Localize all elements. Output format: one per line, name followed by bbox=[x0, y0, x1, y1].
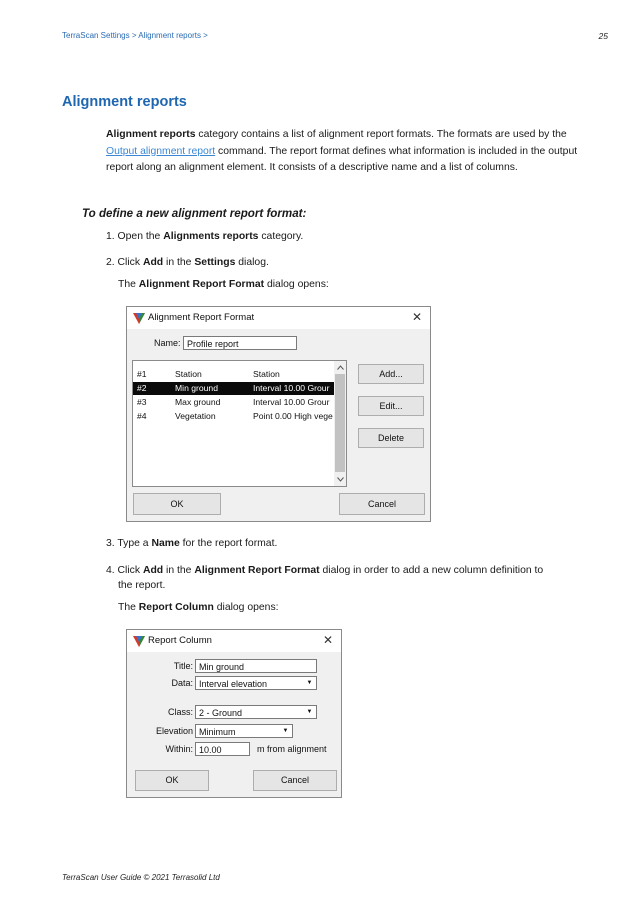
step-bold: Report Column bbox=[138, 602, 214, 613]
terrascan-logo-icon bbox=[133, 312, 145, 324]
title-label: Title: bbox=[173, 661, 193, 671]
step-bold: Add bbox=[142, 257, 164, 268]
row-id: #4 bbox=[137, 411, 147, 421]
step-text: for the report format. bbox=[179, 538, 278, 549]
step-text: 4. Click bbox=[106, 565, 143, 576]
row-data: Interval 10.00 Grour bbox=[253, 397, 330, 407]
step-1 bbox=[106, 229, 303, 244]
add-button[interactable]: Add... bbox=[358, 364, 424, 384]
row-title: Vegetation bbox=[175, 411, 216, 421]
elevation-select[interactable] bbox=[195, 724, 293, 738]
ok-button[interactable]: OK bbox=[135, 770, 209, 791]
step-2 bbox=[106, 255, 269, 270]
close-icon[interactable]: ✕ bbox=[411, 310, 422, 324]
list-item[interactable] bbox=[133, 410, 346, 423]
row-title: Max ground bbox=[175, 397, 221, 407]
step-bold: Add bbox=[142, 565, 164, 576]
elevation-select-value: Minimum bbox=[199, 727, 236, 737]
row-id: #2 bbox=[137, 383, 147, 393]
cancel-button[interactable]: Cancel bbox=[339, 493, 425, 515]
step-text: in the bbox=[163, 565, 195, 576]
row-data: Interval 10.00 Grour bbox=[253, 383, 330, 393]
class-label: Class: bbox=[167, 707, 193, 717]
intro-text-1: category contains a list of alignment report formats. The formats are used by the bbox=[195, 129, 567, 140]
cancel-button[interactable]: Cancel bbox=[253, 770, 337, 791]
name-label: Name: bbox=[154, 338, 181, 348]
alignment-report-format-dialog bbox=[126, 306, 431, 522]
step-bold: Name bbox=[151, 538, 180, 549]
title-input[interactable]: Min ground bbox=[195, 659, 317, 673]
report-column-dialog bbox=[126, 629, 342, 798]
within-label: Within: bbox=[165, 744, 193, 754]
intro-text-2: command. The report format defines what information is included in the output report along an alignment element. It consists of a descriptive name and a list of columns. bbox=[106, 145, 578, 173]
row-id: #1 bbox=[137, 369, 147, 379]
data-select[interactable] bbox=[195, 676, 317, 690]
step-4-result bbox=[118, 600, 279, 615]
dialog-title: Alignment Report Format bbox=[148, 312, 255, 323]
step-text: The bbox=[118, 279, 139, 290]
step-2-result bbox=[118, 277, 329, 292]
row-title: Station bbox=[175, 369, 202, 379]
terrascan-logo-icon bbox=[133, 635, 145, 647]
breadcrumb[interactable]: TerraScan Settings > Alignment reports > bbox=[62, 31, 208, 40]
step-text: dialog opens: bbox=[264, 279, 329, 290]
edit-button[interactable]: Edit... bbox=[358, 396, 424, 416]
delete-button[interactable]: Delete bbox=[358, 428, 424, 448]
chevron-down-icon[interactable]: ▼ bbox=[282, 728, 289, 734]
step-text: dialog in order to add a new column definition to bbox=[319, 565, 544, 576]
scroll-down-icon[interactable] bbox=[337, 477, 344, 482]
list-item[interactable] bbox=[133, 368, 346, 381]
intro-bold-lead: Alignment reports bbox=[106, 129, 196, 140]
step-bold: Settings bbox=[194, 257, 236, 268]
step-text: 2. Click bbox=[106, 257, 143, 268]
step-4 bbox=[106, 563, 543, 578]
step-bold: Alignments reports bbox=[163, 231, 259, 242]
step-text: category. bbox=[258, 231, 304, 242]
class-select[interactable] bbox=[195, 705, 317, 719]
scroll-thumb[interactable] bbox=[335, 374, 345, 472]
row-data: Point 0.00 High vege bbox=[253, 411, 333, 421]
step-text: The bbox=[118, 602, 139, 613]
step-text: 3. Type a bbox=[106, 538, 152, 549]
row-data: Station bbox=[253, 369, 280, 379]
output-alignment-report-link[interactable]: Output alignment report bbox=[106, 145, 216, 157]
dialog-titlebar bbox=[127, 307, 430, 329]
row-id: #3 bbox=[137, 397, 147, 407]
dialog-title: Report Column bbox=[148, 635, 212, 646]
close-icon[interactable]: ✕ bbox=[322, 633, 333, 647]
scroll-up-icon[interactable] bbox=[337, 365, 344, 370]
page-number: 25 bbox=[598, 31, 608, 41]
dialog-titlebar bbox=[127, 630, 341, 652]
footer: TerraScan User Guide © 2021 Terrasolid Ltd bbox=[62, 873, 220, 882]
chevron-down-icon[interactable]: ▼ bbox=[306, 709, 313, 715]
step-text: 1. Open the bbox=[106, 231, 164, 242]
list-item[interactable] bbox=[133, 396, 346, 409]
step-3 bbox=[106, 536, 277, 551]
vertical-scrollbar[interactable] bbox=[334, 361, 346, 486]
intro-paragraph bbox=[106, 127, 586, 177]
step-4-continued bbox=[118, 578, 165, 593]
row-title: Min ground bbox=[175, 383, 218, 393]
chevron-down-icon[interactable]: ▼ bbox=[306, 680, 313, 686]
data-label: Data: bbox=[171, 678, 193, 688]
step-text: the report. bbox=[118, 580, 166, 591]
step-bold: Alignment Report Format bbox=[194, 565, 320, 576]
within-input[interactable]: 10.00 bbox=[195, 742, 250, 756]
class-select-value: 2 - Ground bbox=[199, 708, 243, 718]
data-select-value: Interval elevation bbox=[199, 679, 268, 689]
name-input[interactable]: Profile report bbox=[183, 336, 297, 350]
procedure-title: To define a new alignment report format: bbox=[82, 207, 307, 220]
column-list[interactable] bbox=[132, 360, 347, 487]
list-item-selected[interactable] bbox=[133, 382, 346, 395]
section-title: Alignment reports bbox=[62, 94, 187, 110]
step-text: dialog opens: bbox=[213, 602, 279, 613]
ok-button[interactable]: OK bbox=[133, 493, 221, 515]
within-unit: m from alignment bbox=[257, 744, 327, 754]
step-text: in the bbox=[163, 257, 195, 268]
step-bold: Alignment Report Format bbox=[138, 279, 265, 290]
elevation-label: Elevation bbox=[155, 726, 193, 736]
step-text: dialog. bbox=[235, 257, 269, 268]
